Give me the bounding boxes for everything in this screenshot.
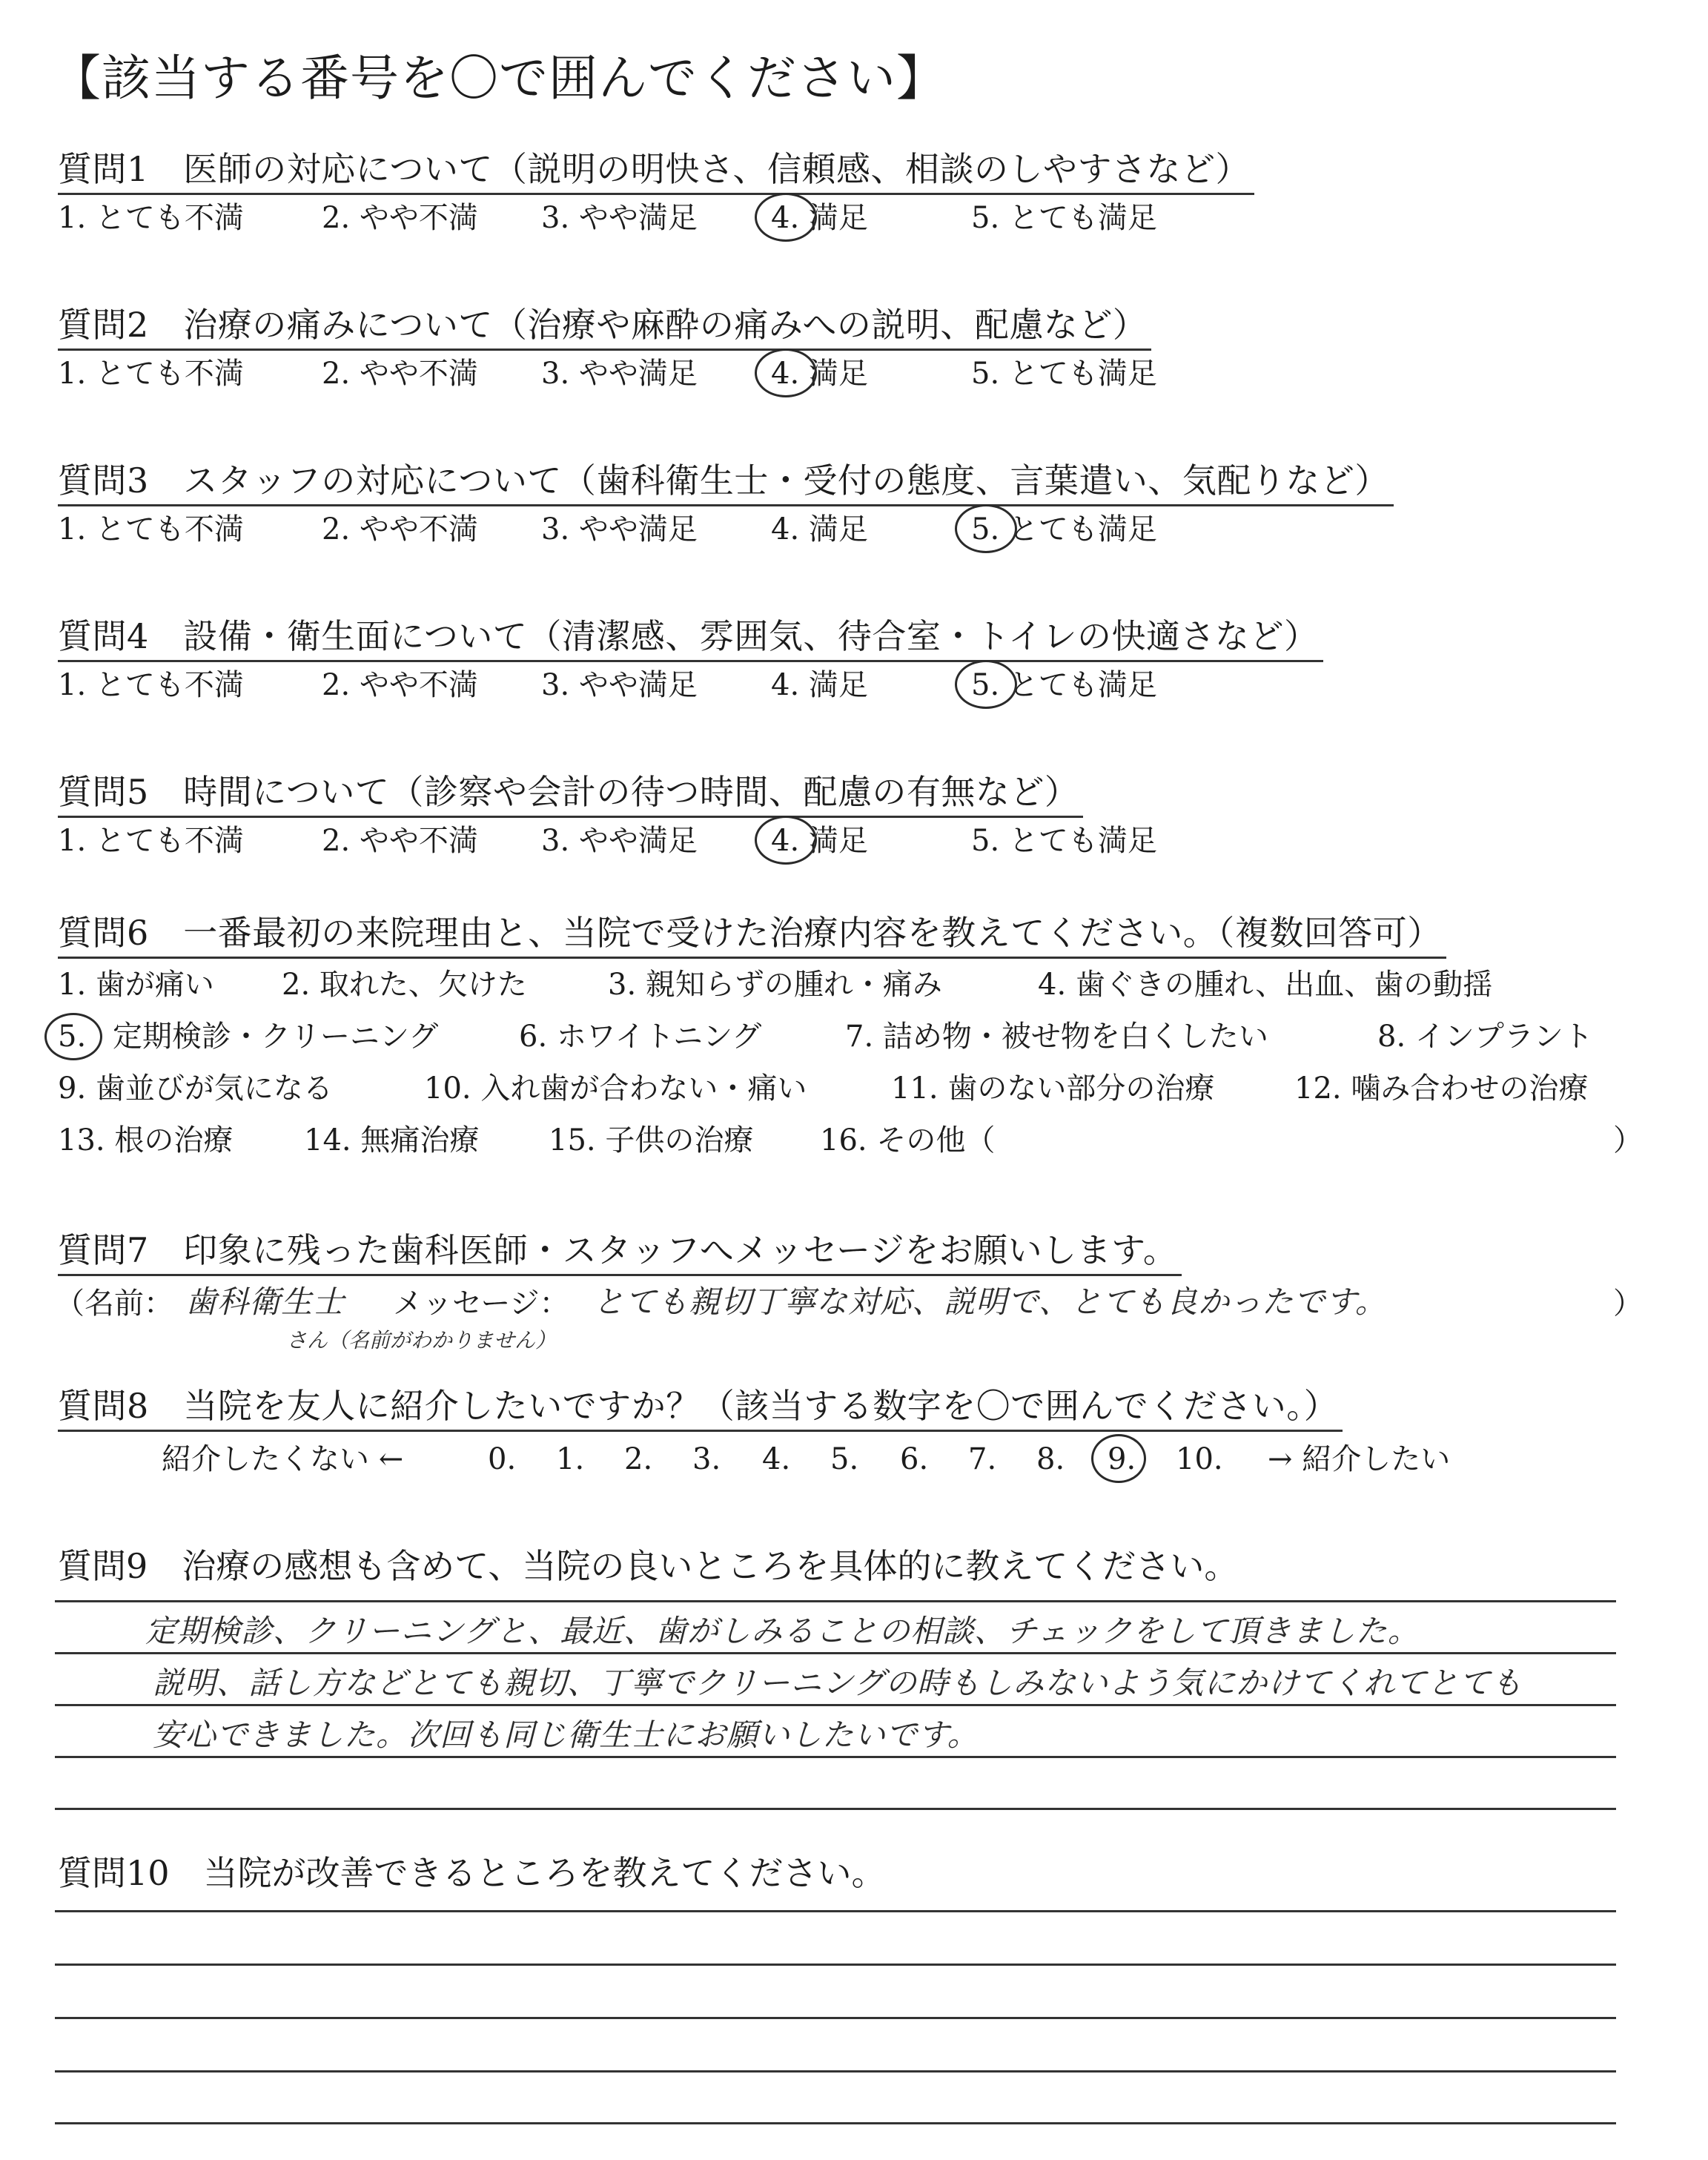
q3-option-3[interactable]: 3. やや満足	[541, 512, 698, 546]
q6-option[interactable]: 11. 歯のない部分の治療	[891, 1071, 1215, 1106]
form-header: 【該当する番号を〇で囲んでください】	[52, 50, 946, 107]
q1-title: 質問1 医師の対応について（説明の明快さ、信頼感、相談のしやすさなど）	[58, 145, 1254, 195]
q1-option-4[interactable]: 4. 満足	[771, 201, 868, 235]
answer-line	[55, 1652, 1616, 1654]
q5-option-2[interactable]: 2. やや不満	[322, 824, 478, 858]
q9-answer-line[interactable]: 安心できました。次回も同じ衛生士にお願いしたいです。	[153, 1717, 979, 1753]
q4-option-4[interactable]: 4. 満足	[771, 668, 868, 702]
q4-option-2[interactable]: 2. やや不満	[322, 668, 478, 702]
answer-line[interactable]	[55, 2122, 1616, 2124]
q5-title: 質問5 時間について（診察や会計の待つ時間、配慮の有無など）	[58, 768, 1083, 818]
q4-option-3[interactable]: 3. やや満足	[541, 668, 698, 702]
q6-other-close: ）	[1613, 1123, 1643, 1157]
selection-circle	[44, 1013, 102, 1060]
q8-scale-2[interactable]: 2.	[624, 1442, 653, 1476]
answer-line	[55, 1808, 1616, 1810]
q8-scale-6[interactable]: 6.	[900, 1442, 929, 1476]
q9-answer-line[interactable]: 説明、話し方などとても親切、丁寧でクリーニングの時もしみないよう気にかけてくれてとても	[153, 1665, 1523, 1701]
answer-line[interactable]	[55, 1964, 1616, 1966]
q6-option[interactable]: 6. ホワイトニング	[519, 1020, 762, 1054]
q1-option-3[interactable]: 3. やや満足	[541, 201, 698, 235]
q7-name-note: さん（名前がわかりません）	[286, 1328, 557, 1353]
q7-name-label: （名前：	[55, 1287, 173, 1321]
q4-title: 質問4 設備・衛生面について（清潔感、雰囲気、待合室・トイレの快適さなど）	[58, 612, 1323, 662]
q6-option-other[interactable]: 16. その他（	[820, 1123, 996, 1157]
q6-option[interactable]: 4. 歯ぐきの腫れ、出血、歯の動揺	[1038, 968, 1493, 1002]
q8-scale-0[interactable]: 0.	[488, 1442, 517, 1476]
q2-option-3[interactable]: 3. やや満足	[541, 357, 698, 391]
q8-scale-10[interactable]: 10.	[1176, 1442, 1223, 1476]
selection-circle	[755, 816, 817, 865]
q6-option-number[interactable]: 5.	[58, 1020, 87, 1054]
selection-circle	[755, 193, 817, 242]
q6-option[interactable]: 1. 歯が痛い	[58, 968, 214, 1002]
q5-option-3[interactable]: 3. やや満足	[541, 824, 698, 858]
answer-line	[55, 1600, 1616, 1602]
selection-circle	[955, 660, 1017, 709]
answer-line[interactable]	[55, 1910, 1616, 1912]
q9-title: 質問9 治療の感想も含めて、当院の良いところを具体的に教えてください。	[58, 1546, 1239, 1586]
answer-line	[55, 1756, 1616, 1758]
q6-option[interactable]: 12. 噛み合わせの治療	[1294, 1071, 1589, 1106]
q2-option-1[interactable]: 1. とても不満	[58, 357, 244, 391]
q4-option-5[interactable]: 5. とても満足	[971, 668, 1157, 702]
q2-option-4[interactable]: 4. 満足	[771, 357, 868, 391]
q1-option-1[interactable]: 1. とても不満	[58, 201, 244, 235]
q8-scale-1[interactable]: 1.	[556, 1442, 585, 1476]
selection-circle	[1091, 1434, 1146, 1483]
q6-option[interactable]: 2. 取れた、欠けた	[282, 968, 527, 1002]
q6-option[interactable]: 3. 親知らずの腫れ・痛み	[608, 968, 942, 1002]
q6-option[interactable]: 14. 無痛治療	[304, 1123, 480, 1157]
q6-option[interactable]: 8. インプラント	[1377, 1020, 1593, 1054]
q5-option-1[interactable]: 1. とても不満	[58, 824, 244, 858]
q8-scale-8[interactable]: 8.	[1036, 1442, 1065, 1476]
q8-low-label: 紹介したくない ←	[162, 1442, 404, 1476]
q3-title: 質問3 スタッフの対応について（歯科衛生士・受付の態度、言葉遣い、気配りなど）	[58, 457, 1394, 506]
q6-option[interactable]: 10. 入れ歯が合わない・痛い	[424, 1071, 807, 1106]
selection-circle	[755, 349, 817, 397]
q1-option-2[interactable]: 2. やや不満	[322, 201, 478, 235]
q8-high-label: → 紹介したい	[1268, 1442, 1451, 1476]
q6-title: 質問6 一番最初の来院理由と、当院で受けた治療内容を教えてください。（複数回答可）	[58, 909, 1446, 959]
q9-answer-line[interactable]: 定期検診、クリーニングと、最近、歯がしみることの相談、チェックをして頂きました。	[145, 1613, 1420, 1649]
q8-scale-5[interactable]: 5.	[830, 1442, 859, 1476]
q8-scale-3[interactable]: 3.	[692, 1442, 721, 1476]
q7-title: 質問7 印象に残った歯科医師・スタッフへメッセージをお願いします。	[58, 1226, 1182, 1276]
q6-option[interactable]: 7. 詰め物・被せ物を白くしたい	[845, 1020, 1268, 1054]
q8-title: 質問8 当院を友人に紹介したいですか？（該当する数字を〇で囲んでください。）	[58, 1382, 1343, 1432]
q2-title: 質問2 治療の痛みについて（治療や麻酔の痛みへの説明、配慮など）	[58, 301, 1151, 351]
q3-option-5[interactable]: 5. とても満足	[971, 512, 1157, 546]
q8-scale-9[interactable]: 9.	[1108, 1442, 1136, 1476]
q7-message-value[interactable]: とても親切丁寧な対応、説明で、とても良かったです。	[593, 1284, 1387, 1320]
q3-option-4[interactable]: 4. 満足	[771, 512, 868, 546]
q3-option-1[interactable]: 1. とても不満	[58, 512, 244, 546]
q10-title: 質問10 当院が改善できるところを教えてください。	[58, 1853, 886, 1893]
q8-scale-7[interactable]: 7.	[968, 1442, 997, 1476]
q7-message-label: メッセージ：	[393, 1287, 569, 1321]
answer-line[interactable]	[55, 2070, 1616, 2073]
q2-option-2[interactable]: 2. やや不満	[322, 357, 478, 391]
q8-scale-4[interactable]: 4.	[762, 1442, 791, 1476]
selection-circle	[955, 504, 1017, 553]
answer-line[interactable]	[55, 2017, 1616, 2019]
q1-option-5[interactable]: 5. とても満足	[971, 201, 1157, 235]
q6-option[interactable]: 15. 子供の治療	[549, 1123, 754, 1157]
q5-option-4[interactable]: 4. 満足	[771, 824, 868, 858]
q6-option[interactable]: 9. 歯並びが気になる	[58, 1071, 333, 1106]
q4-option-1[interactable]: 1. とても不満	[58, 668, 244, 702]
q7-name-value[interactable]: 歯科衛生士	[185, 1284, 345, 1320]
q7-close: ）	[1613, 1287, 1643, 1321]
q3-option-2[interactable]: 2. やや不満	[322, 512, 478, 546]
q6-option[interactable]: 定期検診・クリーニング	[113, 1020, 439, 1054]
q2-option-5[interactable]: 5. とても満足	[971, 357, 1157, 391]
q5-option-5[interactable]: 5. とても満足	[971, 824, 1157, 858]
answer-line	[55, 1704, 1616, 1706]
q6-option[interactable]: 13. 根の治療	[58, 1123, 234, 1157]
